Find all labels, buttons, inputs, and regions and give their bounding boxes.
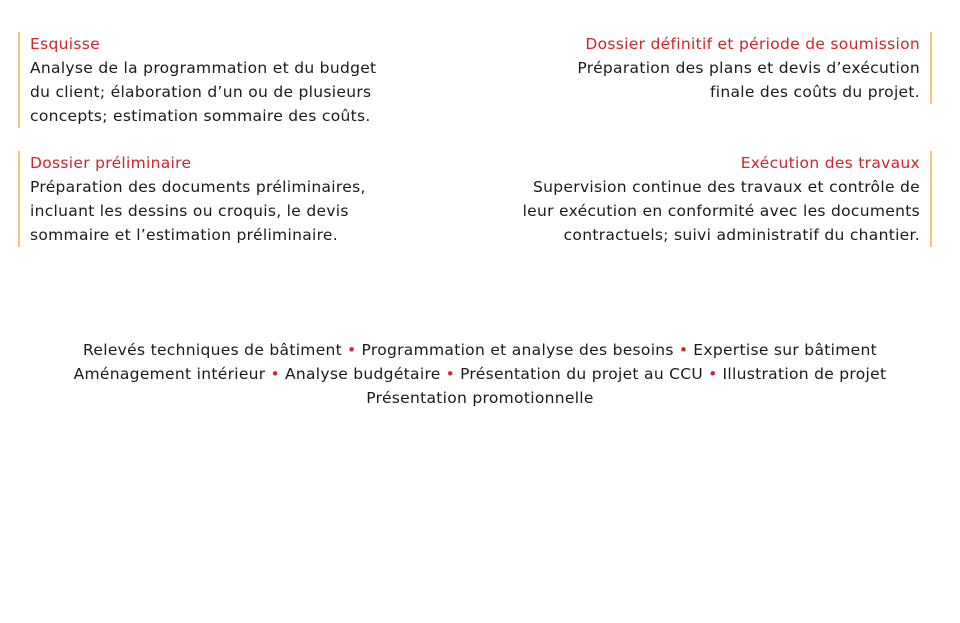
bullet-separator: • <box>678 341 689 359</box>
service-item: Présentation du projet au CCU <box>460 365 704 383</box>
service-item: Illustration de projet <box>722 365 887 383</box>
bullet-separator: • <box>708 365 718 383</box>
bullet-separator: • <box>445 365 456 383</box>
bullet-separator: • <box>347 341 357 359</box>
bullet-separator: • <box>270 365 280 383</box>
phase-title: Exécution des travaux <box>740 154 920 172</box>
services-line-3 <box>0 386 960 410</box>
phase-description: Préparation des plans et devis d’exécution finale des coûts du projet. <box>577 59 920 101</box>
phase-description: Préparation des documents préliminaires, incluant les dessins ou croquis, le devis sommaire et l’estimation préliminaire. <box>30 178 366 244</box>
phase-title: Esquisse <box>30 35 100 53</box>
services-list <box>0 338 960 410</box>
phase-dossier-definitif <box>490 32 932 104</box>
phase-title: Dossier définitif et période de soumission <box>585 35 920 53</box>
service-item: Analyse budgétaire <box>284 365 441 383</box>
phase-dossier-preliminaire <box>18 151 420 247</box>
phase-description: Supervision continue des travaux et contrôle de leur exécution en conformité avec les documents contractuels; suivi administratif du chantier. <box>522 178 920 244</box>
service-item: Expertise sur bâtiment <box>693 341 877 359</box>
services-line-1 <box>0 338 960 362</box>
phase-title: Dossier préliminaire <box>30 154 192 172</box>
phase-esquisse <box>18 32 420 128</box>
service-item: Programmation et analyse des besoins <box>361 341 674 359</box>
phase-execution <box>490 151 932 247</box>
service-item: Présentation promotionnelle <box>366 389 594 407</box>
services-line-2 <box>0 362 960 386</box>
phase-description: Analyse de la programmation et du budget du client; élaboration d’un ou de plusieurs concepts; estimation sommaire des coûts. <box>30 59 377 125</box>
service-item: Aménagement intérieur <box>73 365 266 383</box>
service-item: Relevés techniques de bâtiment <box>83 341 343 359</box>
